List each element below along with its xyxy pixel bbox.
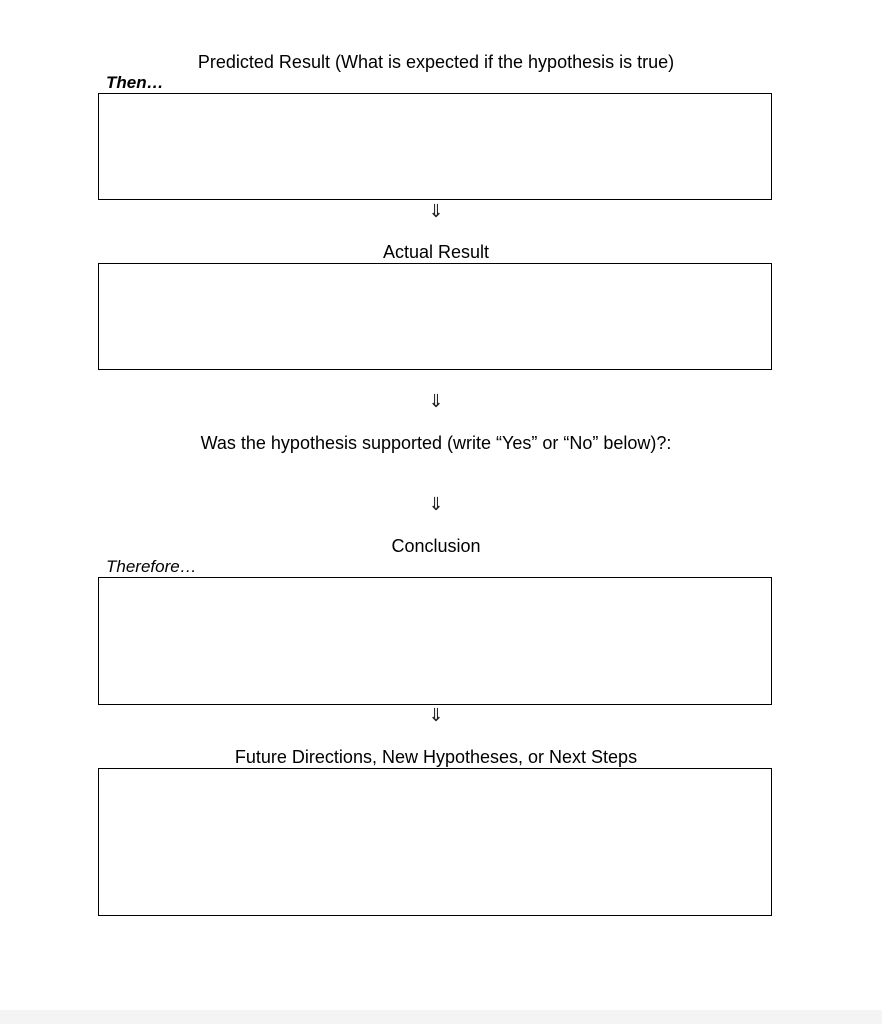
down-arrow-icon: ⇓ [428, 201, 444, 222]
down-arrow-icon: ⇓ [428, 494, 444, 515]
predicted-result-box[interactable] [98, 93, 772, 200]
hypothesis-supported-question: Was the hypothesis supported (write “Yes” or “No” below)?: [200, 433, 672, 453]
future-directions-heading: Future Directions, New Hypotheses, or Next Steps [234, 747, 638, 767]
therefore-label: Therefore… [106, 557, 197, 576]
actual-result-box[interactable] [98, 263, 772, 370]
future-directions-box[interactable] [98, 768, 772, 916]
conclusion-heading: Conclusion [391, 536, 481, 556]
down-arrow-icon: ⇓ [428, 705, 444, 726]
conclusion-box[interactable] [98, 577, 772, 705]
down-arrow-icon: ⇓ [428, 391, 444, 412]
predicted-result-heading: Predicted Result (What is expected if the hypothesis is true) [197, 52, 675, 72]
then-label: Then… [106, 73, 164, 92]
actual-result-heading: Actual Result [382, 242, 490, 262]
